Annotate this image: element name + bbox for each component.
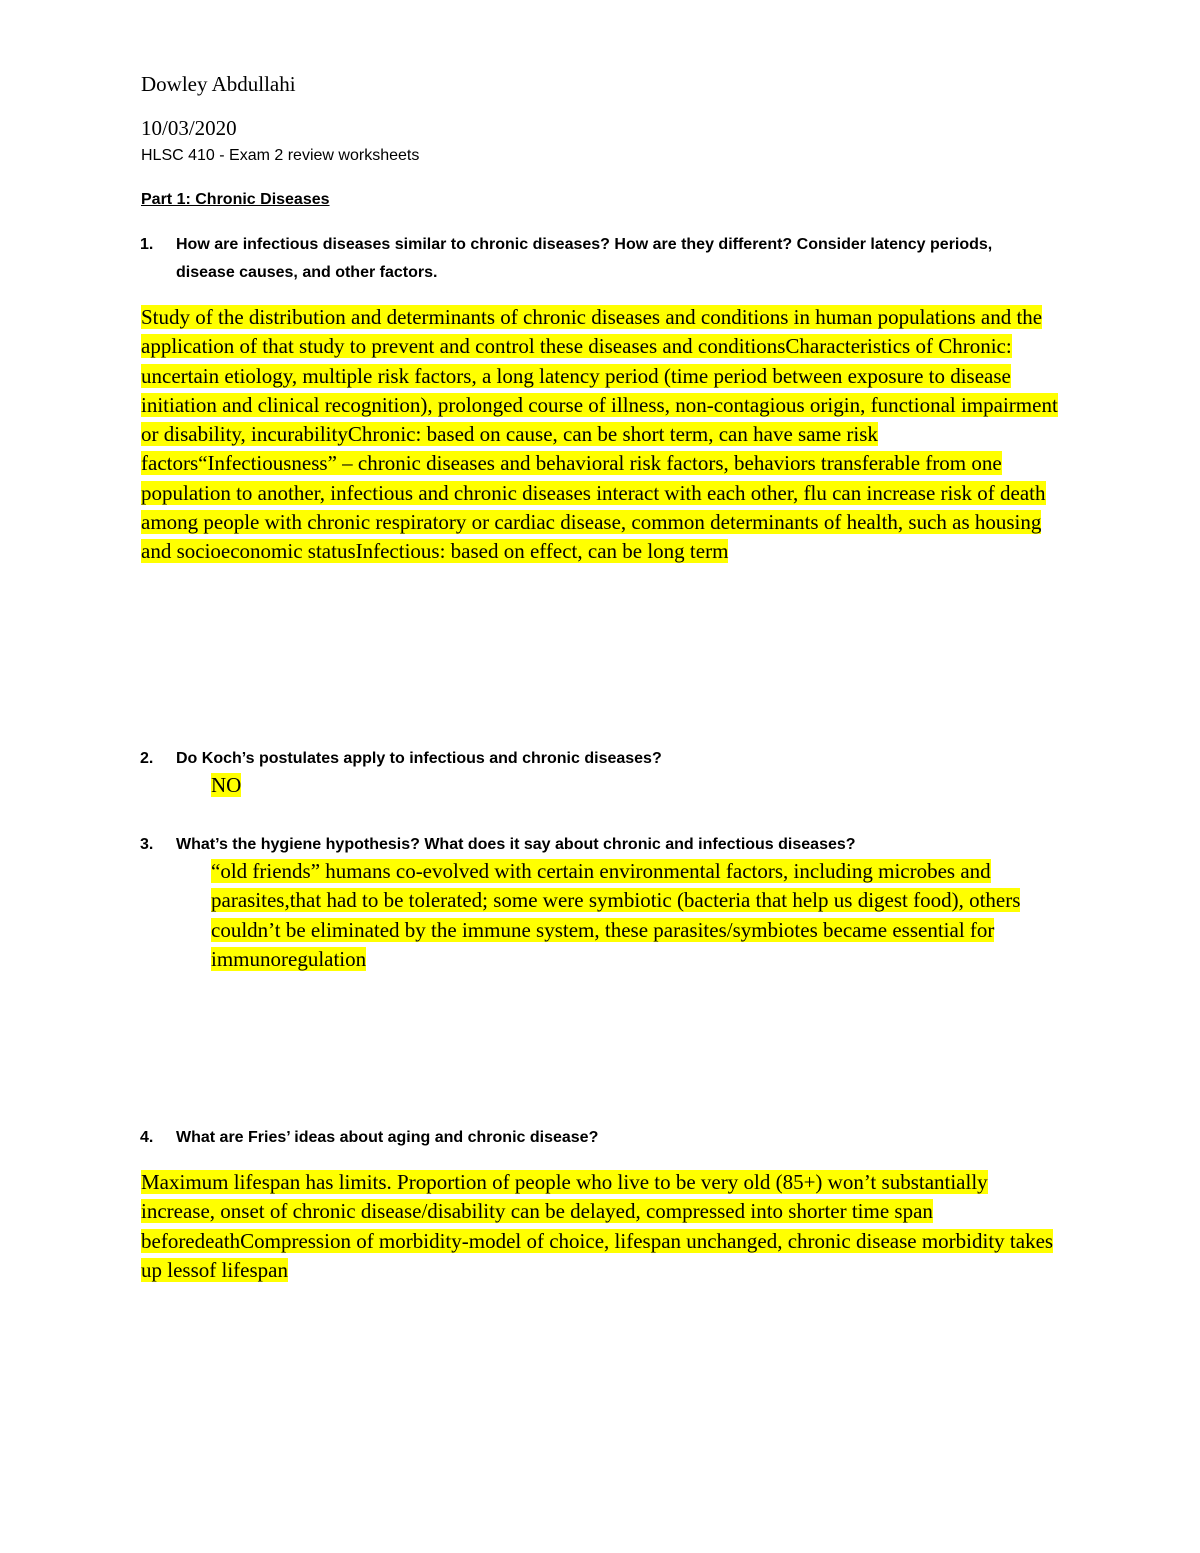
section-heading: Part 1: Chronic Diseases	[141, 191, 330, 208]
document-date: 10/03/2020	[141, 116, 237, 140]
highlighted-answer: Maximum lifespan has limits. Proportion of people who live to be very old (85+) won’t substantially increase, onset of chronic disease/disability can be delayed, compressed into shorter time span beforedeathCompression of morbidity-model of choice, lifespan unchanged, chronic disease morbidity takes up lessof lifespan	[141, 1170, 1054, 1282]
highlighted-answer: Study of the distribution and determinants of chronic diseases and conditions in human populations and the application of that study to prevent and control these diseases and conditionsCharacteristics of Chronic: uncertain etiology, multiple risk factors, a long latency period (time period between exposure to disease initiation and clinical recognition), prolonged course of illness, non-contagious origin, functional impairment or disability, incurabilityChronic: based on cause, can be short term, can have same risk factors“Infectiousness” – chronic diseases and behavioral risk factors, behaviors transferable from one population to another, infectious and chronic diseases interact with each other, flu can increase risk of death among people with chronic respiratory or cardiac disease, common determinants of health, such as housing and socioeconomic statusInfectious: based on effect, can be long term	[141, 305, 1058, 564]
answer-2	[211, 771, 1071, 800]
question-1	[140, 231, 1036, 287]
question-number: 2.	[140, 750, 154, 767]
author-name: Dowley Abdullahi	[141, 72, 296, 96]
question-text: What’s the hygiene hypothesis? What does it say about chronic and infectious diseases?	[176, 836, 856, 853]
highlighted-answer: “old friends” humans co-evolved with certain environmental factors, including microbes and parasites,that had to be tolerated; some were symbiotic (bacteria that help us digest food), others couldn’t be eliminated by the immune system, these parasites/symbiotes became essential for immunoregulation	[211, 859, 1021, 971]
course-title: HLSC 410 - Exam 2 review worksheets	[141, 147, 420, 164]
question-number: 1.	[140, 236, 154, 253]
question-number: 4.	[140, 1129, 154, 1146]
question-2	[140, 745, 1036, 773]
question-text: Do Koch’s postulates apply to infectious and chronic diseases?	[176, 750, 662, 767]
question-3	[140, 831, 1036, 859]
answer-3	[211, 857, 1066, 974]
question-text: How are infectious diseases similar to chronic diseases? How are they different? Consider latency periods, disease causes, and other factors.	[176, 236, 993, 281]
question-4	[140, 1124, 1036, 1152]
question-number: 3.	[140, 836, 154, 853]
question-text: What are Fries’ ideas about aging and chronic disease?	[176, 1129, 599, 1146]
answer-1	[141, 303, 1066, 567]
highlighted-answer: NO	[211, 773, 242, 797]
answer-4	[141, 1168, 1066, 1285]
